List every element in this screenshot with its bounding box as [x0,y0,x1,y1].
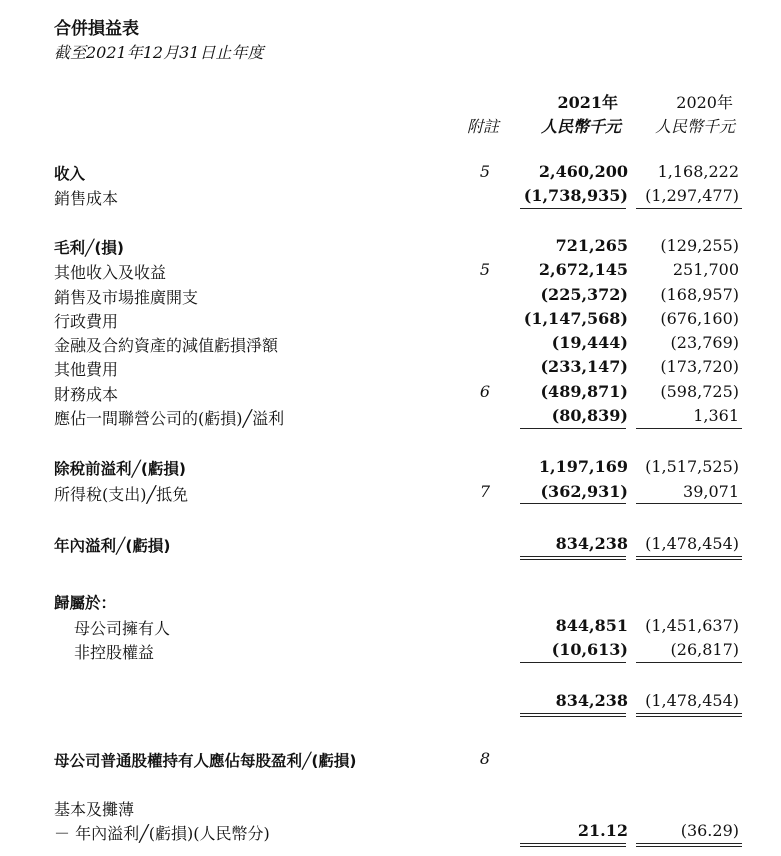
row-label: 母公司擁有人 [74,619,171,638]
row-non-controlling [0,638,781,662]
subtotal-rule [520,662,626,663]
column-unit-2021: 人民幣千元 [540,117,621,136]
row-selling-expenses [0,283,781,307]
row-profit-before-tax [0,455,781,479]
value-2021: 2,460,200 [538,162,628,181]
row-income-tax [0,480,781,504]
value-2020: 1,361 [693,406,739,425]
row-other-income [0,258,781,282]
row-note: 7 [479,482,491,501]
row-label: 金融及合約資產的減值虧損淨額 [54,336,279,355]
row-label: 除稅前溢利╱(虧損) [54,460,187,478]
row-attributable-heading [0,589,781,613]
total-double-rule-top [636,713,742,714]
column-unit-2020: 人民幣千元 [654,117,735,136]
value-2021: 834,238 [555,691,628,710]
value-2020: 39,071 [683,482,739,501]
row-gross-profit [0,234,781,258]
row-eps-value [0,819,781,843]
value-2021: 844,851 [555,616,628,635]
total-double-rule-bottom [520,846,626,847]
subtotal-rule [636,428,742,429]
row-label: 母公司普通股權持有人應佔每股盈利╱(虧損) [54,752,357,770]
value-2020: (168,957) [660,285,739,304]
row-label: 歸屬於： [54,594,117,612]
row-label: 銷售及市場推廣開支 [54,288,199,307]
column-year-2020: 2020年 [676,93,733,112]
value-2021: (489,871) [540,382,628,401]
value-2021: (80,839) [551,406,628,425]
row-note: 6 [479,382,491,401]
value-2020: 251,700 [672,260,739,279]
total-double-rule-top [636,556,742,557]
value-2021: (10,613) [551,640,628,659]
row-label: － 年內溢利╱(虧損)(人民幣分) [54,824,270,843]
row-profit-for-year [0,532,781,556]
row-label: 行政費用 [54,312,119,331]
value-2021: 2,672,145 [538,260,628,279]
subtotal-rule [636,208,742,209]
value-2020: (129,255) [660,236,739,255]
value-2021: (233,147) [540,357,628,376]
row-admin-expenses [0,307,781,331]
row-label: 財務成本 [54,385,119,404]
row-label: 基本及攤薄 [54,800,135,819]
total-double-rule-bottom [636,846,742,847]
row-label: 非控股權益 [74,643,155,662]
row-eps-heading [0,747,781,771]
value-2021: (362,931) [540,482,628,501]
value-2020: (1,451,637) [645,616,739,635]
value-2020: (598,725) [660,382,739,401]
row-label: 應佔一間聯營公司的(虧損)╱溢利 [54,409,285,428]
value-2021: (1,738,935) [523,186,628,205]
value-2021: 21.12 [577,821,628,840]
total-double-rule-top [520,556,626,557]
value-2020: (1,478,454) [645,534,739,553]
total-double-rule-bottom [520,716,626,717]
subtotal-rule [636,662,742,663]
subtotal-rule [520,428,626,429]
value-2020: (1,478,454) [645,691,739,710]
value-2020: (173,720) [660,357,739,376]
column-year-2021: 2021年 [557,93,618,112]
total-double-rule-bottom [636,559,742,560]
row-note: 5 [479,260,491,279]
value-2020: (26,817) [670,640,739,659]
subtotal-rule [636,503,742,504]
row-label: 其他費用 [54,360,119,379]
row-other-expenses [0,355,781,379]
row-total-attributable [0,689,781,713]
row-note: 8 [479,749,491,768]
row-note: 5 [479,162,491,181]
row-impairment [0,331,781,355]
row-label: 毛利╱(損) [54,239,124,257]
total-double-rule-bottom [520,559,626,560]
row-label: 所得稅(支出)╱抵免 [54,485,189,504]
row-label: 收入 [54,165,86,183]
value-2021: 721,265 [555,236,628,255]
subtotal-rule [520,503,626,504]
subtotal-rule [520,208,626,209]
row-finance-costs [0,380,781,404]
row-basic-diluted [0,795,781,819]
row-cost-of-sales [0,184,781,208]
column-note-header: 附註 [467,117,500,136]
value-2020: (23,769) [670,333,739,352]
row-label: 其他收入及收益 [54,263,167,282]
value-2020: (676,160) [660,309,739,328]
value-2021: (19,444) [551,333,628,352]
statement-title: 合併損益表 [54,19,139,39]
value-2021: 834,238 [555,534,628,553]
total-double-rule-top [520,843,626,844]
value-2020: (1,297,477) [645,186,739,205]
row-revenue [0,160,781,184]
value-2020: (1,517,525) [645,457,739,476]
value-2020: 1,168,222 [657,162,739,181]
value-2021: (225,372) [540,285,628,304]
value-2020: (36.29) [680,821,739,840]
total-double-rule-top [636,843,742,844]
row-label: 銷售成本 [54,189,119,208]
row-label: 年內溢利╱(虧損) [54,537,171,555]
total-double-rule-bottom [636,716,742,717]
value-2021: 1,197,169 [538,457,628,476]
row-associate-share [0,404,781,428]
value-2021: (1,147,568) [523,309,628,328]
statement-period: 截至2021年12月31日止年度 [54,43,264,62]
row-owners-of-parent [0,614,781,638]
total-double-rule-top [520,713,626,714]
